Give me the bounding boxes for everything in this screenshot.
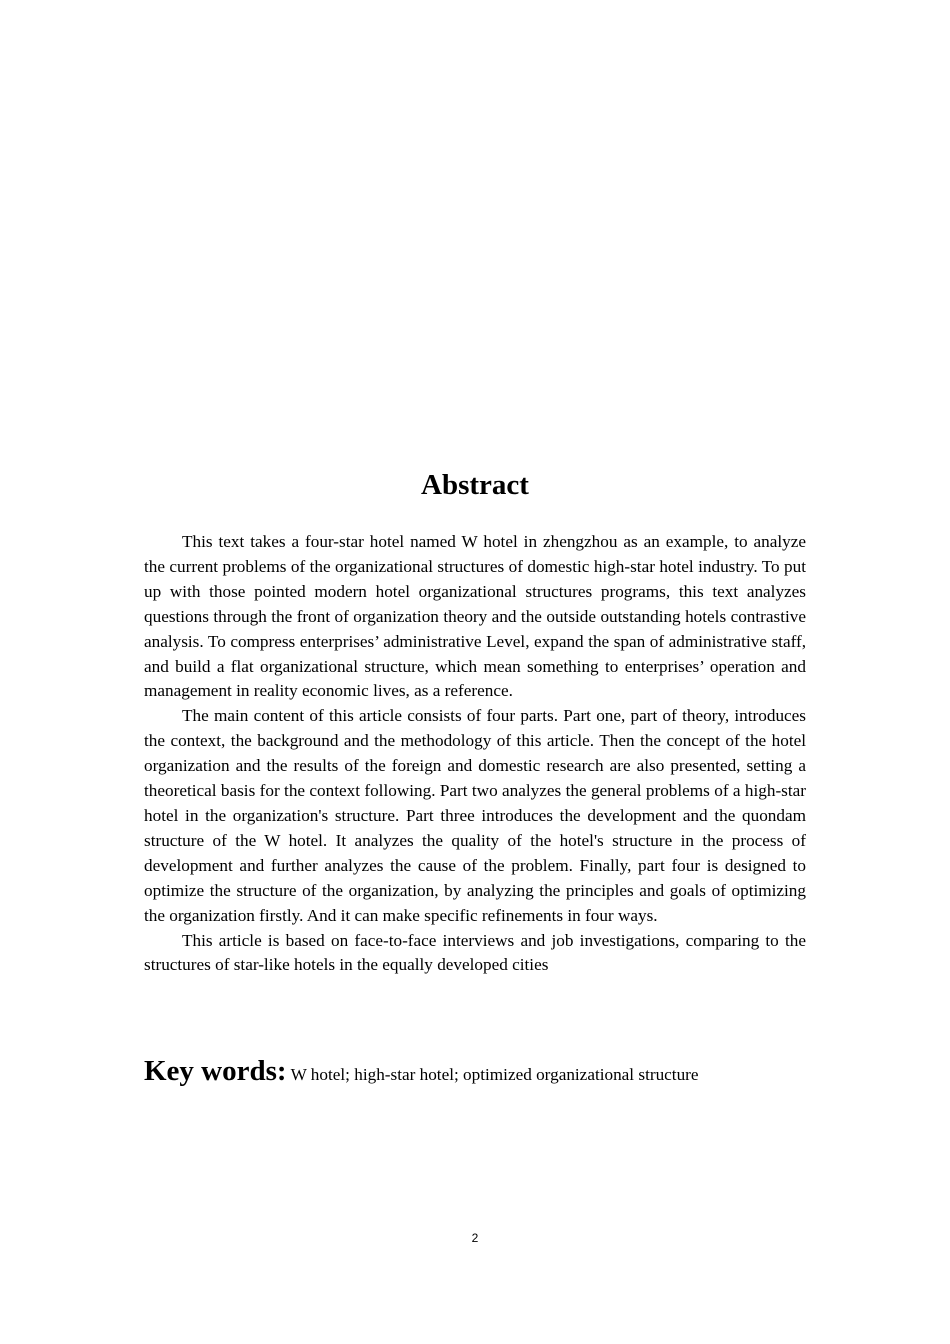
abstract-body (144, 530, 806, 978)
abstract-paragraph-2: The main content of this article consists of four parts. Part one, part of theory, introduces the context, the background and the methodology of this article. Then the concept of the hotel organization and the results of the foreign and domestic research are also presented, setting a theoretical basis for the context following. Part two analyzes the general problems of a high-star hotel in the organization's structure. Part three introduces the development and the quondam structure of the W hotel. It analyzes the quality of the hotel's structure in the process of development and further analyzes the cause of the problem. Finally, part four is designed to optimize the structure of the organization, by analyzing the principles and goals of optimizing the organization firstly. And it can make specific refinements in four ways. (144, 706, 806, 925)
keywords-line (144, 1052, 844, 1094)
page-number: 2 (471, 1231, 479, 1245)
abstract-paragraph-3: This article is based on face-to-face interviews and job investigations, comparing to the structures of star-like hotels in the equally developed cities (144, 930, 806, 975)
keywords-text: W hotel; high-star hotel; optimized organizational structure (290, 1065, 699, 1084)
abstract-paragraph-1: This text takes a four-star hotel named W hotel in zhengzhou as an example, to analyze the current problems of the organizational structures of domestic high-star hotel industry. To put up with those pointed modern hotel organizational structures programs, this text analyzes questions through the front of organization theory and the outside outstanding hotels contrastive analysis. To compress enterprises’ administrative Level, expand the span of administrative staff, and build a flat organizational structure, which mean something to enterprises’ operation and management in reality economic lives, as a reference. (144, 532, 806, 701)
abstract-title: Abstract (421, 469, 529, 501)
keywords-label: Key words: (144, 1055, 287, 1087)
